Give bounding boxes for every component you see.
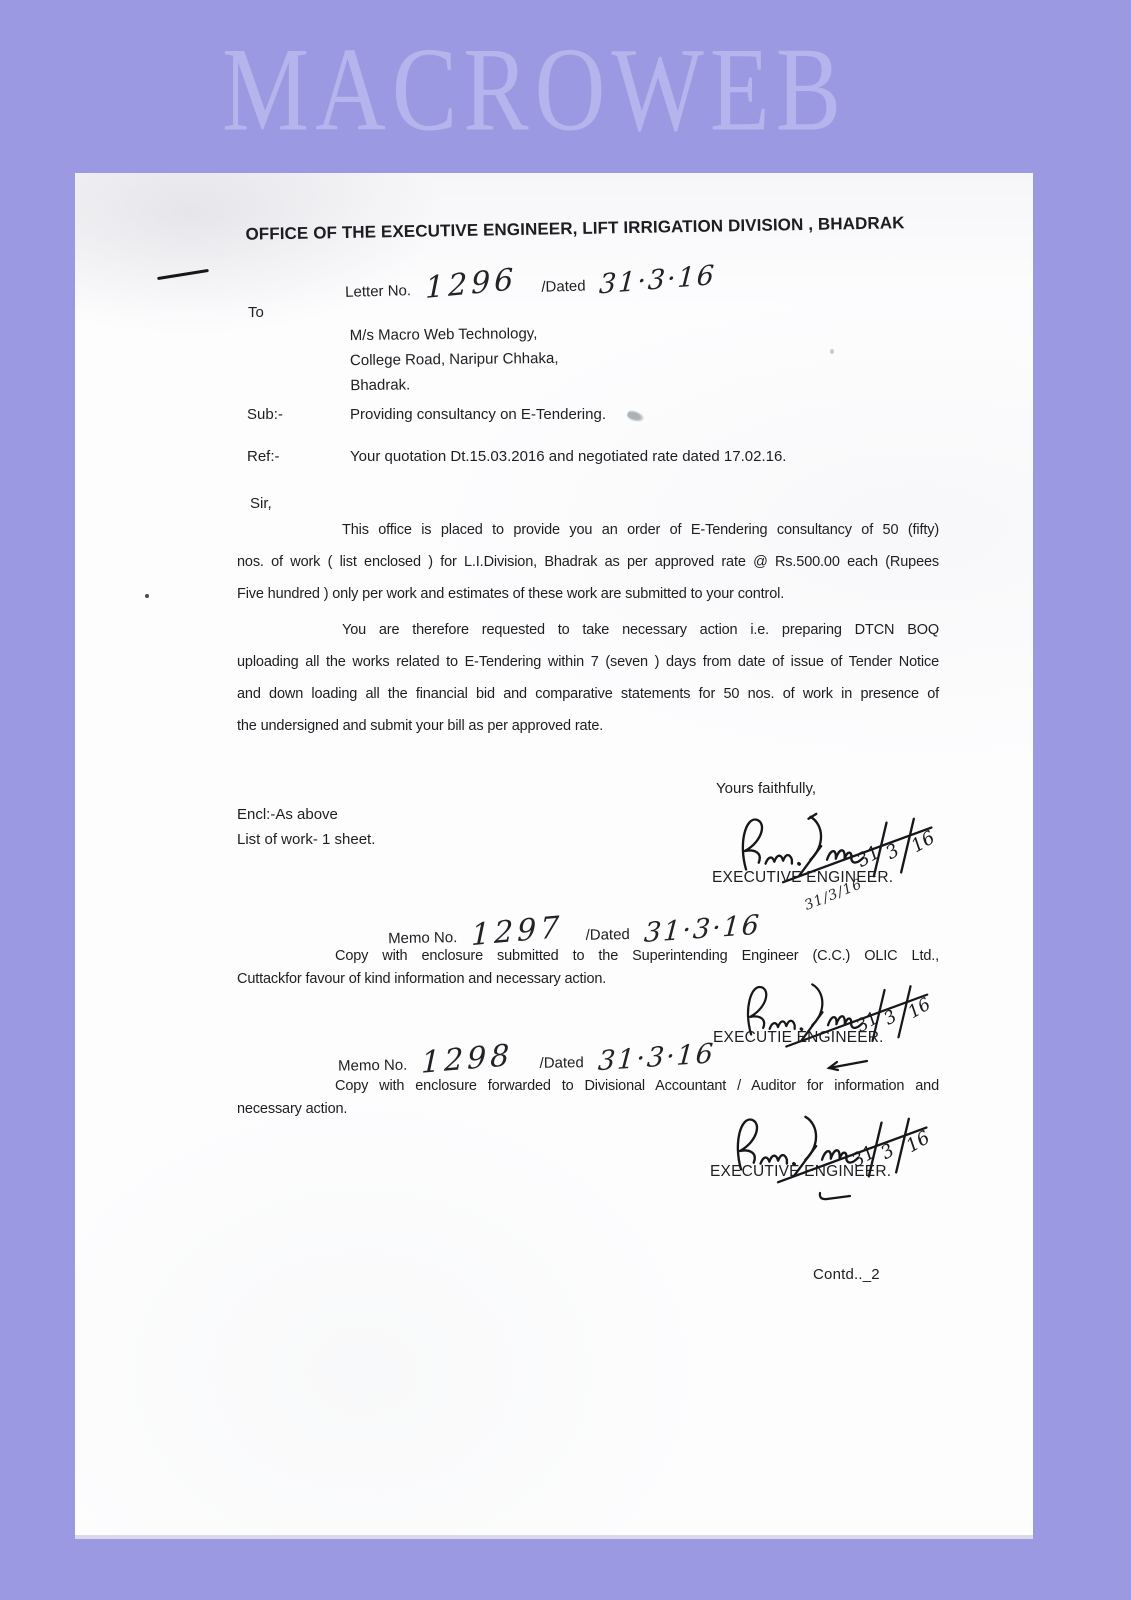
signature-date-day: 31 bbox=[852, 1008, 883, 1037]
sub-label: Sub:- bbox=[247, 406, 283, 423]
scan-speck bbox=[830, 349, 834, 354]
memo1-label: Memo No. bbox=[387, 929, 458, 948]
signature-date-year: 16 bbox=[907, 827, 939, 858]
letter-no-handwritten: 1296 bbox=[424, 262, 518, 307]
salutation: Sir, bbox=[250, 495, 272, 512]
signature-date-year: 16 bbox=[904, 994, 935, 1024]
to-label: To bbox=[248, 304, 264, 321]
memo2-no-handwritten: 1298 bbox=[420, 1037, 514, 1081]
reference-text: Your quotation Dt.15.03.2016 and negotiated rate dated 17.02.16. bbox=[350, 448, 787, 465]
signatory-title-1: EXECUTIVE ENGINEER. bbox=[712, 869, 894, 886]
office-header: OFFICE OF THE EXECUTIVE ENGINEER, LIFT IRRIGATION DIVISION , BHADRAK bbox=[245, 213, 905, 244]
dated-label: /Dated bbox=[541, 277, 586, 296]
recipient-line: College Road, Naripur Chhaka, bbox=[349, 349, 559, 370]
ink-smudge-mark bbox=[626, 408, 647, 424]
signature-date-day: 31 bbox=[853, 841, 885, 872]
paragraph-line: and down loading all the financial bid and comparative statements for 50 nos. of work in presence of bbox=[237, 686, 939, 702]
subject-text: Providing consultancy on E-Tendering. bbox=[350, 406, 606, 423]
memo2-label: Memo No. bbox=[337, 1056, 408, 1075]
ref-label: Ref:- bbox=[247, 448, 280, 465]
memo1-body-line: Copy with enclosure submitted to the Superintending Engineer (C.C.) OLIC Ltd., bbox=[335, 948, 939, 964]
memo2-dated-label: /Dated bbox=[539, 1054, 584, 1072]
enclosure-line: Encl:-As above bbox=[237, 806, 338, 823]
letter-number-row bbox=[345, 260, 717, 305]
signature-date-day: 31 bbox=[848, 1141, 880, 1172]
signatory-title-3: EXECUTIVE ENGINEER. bbox=[710, 1163, 892, 1180]
signature-date-month: 3 bbox=[882, 839, 904, 865]
enclosure-line: List of work- 1 sheet. bbox=[237, 831, 376, 848]
letter-no-label: Letter No. bbox=[344, 282, 412, 301]
paragraph-line: You are therefore requested to take necessary action i.e. preparing DTCN BOQ bbox=[342, 622, 939, 638]
stray-dot-mark bbox=[145, 594, 149, 598]
macroweb-watermark: MACROWEB bbox=[222, 24, 848, 157]
memo2-body-line: necessary action. bbox=[237, 1101, 348, 1117]
enclosure-block bbox=[237, 802, 375, 852]
contd-page-note: Contd.._2 bbox=[813, 1266, 880, 1283]
letter-page bbox=[75, 173, 1033, 1535]
paragraph-line: the undersigned and submit your bill as per approved rate. bbox=[237, 718, 604, 734]
signatory-title-2: EXECUTIE ENGINEER. bbox=[713, 1029, 884, 1046]
letter-date-handwritten: 31·3·16 bbox=[598, 259, 718, 301]
recipient-line: Bhadrak. bbox=[350, 376, 411, 395]
memo1-body-line: Cuttackfor favour of kind information and necessary action. bbox=[237, 971, 607, 987]
memo2-date-handwritten: 31·3·16 bbox=[596, 1038, 716, 1078]
paragraph-line: This office is placed to provide you an order of E-Tendering consultancy of 50 (fifty) bbox=[342, 522, 939, 538]
handwritten-date-note: 31/3/16 bbox=[802, 876, 865, 914]
closing-text: Yours faithfully, bbox=[716, 780, 817, 797]
memo1-no-handwritten: 1297 bbox=[471, 909, 564, 954]
signature-date-year: 16 bbox=[902, 1127, 934, 1158]
paragraph-line: nos. of work ( list enclosed ) for L.I.Division, Bhadrak as per approved rate @ Rs.500.00 each (Rupees bbox=[237, 554, 939, 570]
paragraph-line: uploading all the works related to E-Tendering within 7 (seven ) days from date of issue of Tender Notice bbox=[237, 654, 939, 670]
memo2-body-line: Copy with enclosure forwarded to Divisional Accountant / Auditor for information and bbox=[335, 1078, 939, 1094]
paragraph-line: Five hundred ) only per work and estimates of these work are submitted to your control. bbox=[237, 586, 785, 602]
pen-arrow-mark bbox=[823, 1057, 869, 1073]
memo2-number-row bbox=[337, 1037, 716, 1081]
body-paragraph-1 bbox=[237, 514, 939, 610]
recipient-line: M/s Macro Web Technology, bbox=[349, 325, 538, 345]
pen-dash-mark bbox=[157, 269, 209, 280]
body-paragraph-2 bbox=[237, 614, 939, 742]
signature-date-month: 3 bbox=[877, 1139, 899, 1165]
memo1-dated-label: /Dated bbox=[585, 926, 630, 944]
memo1-date-handwritten: 31·3·16 bbox=[642, 909, 762, 949]
pen-hook-mark bbox=[817, 1189, 853, 1203]
recipient-address bbox=[350, 321, 559, 398]
signature-date-month: 3 bbox=[880, 1006, 901, 1030]
